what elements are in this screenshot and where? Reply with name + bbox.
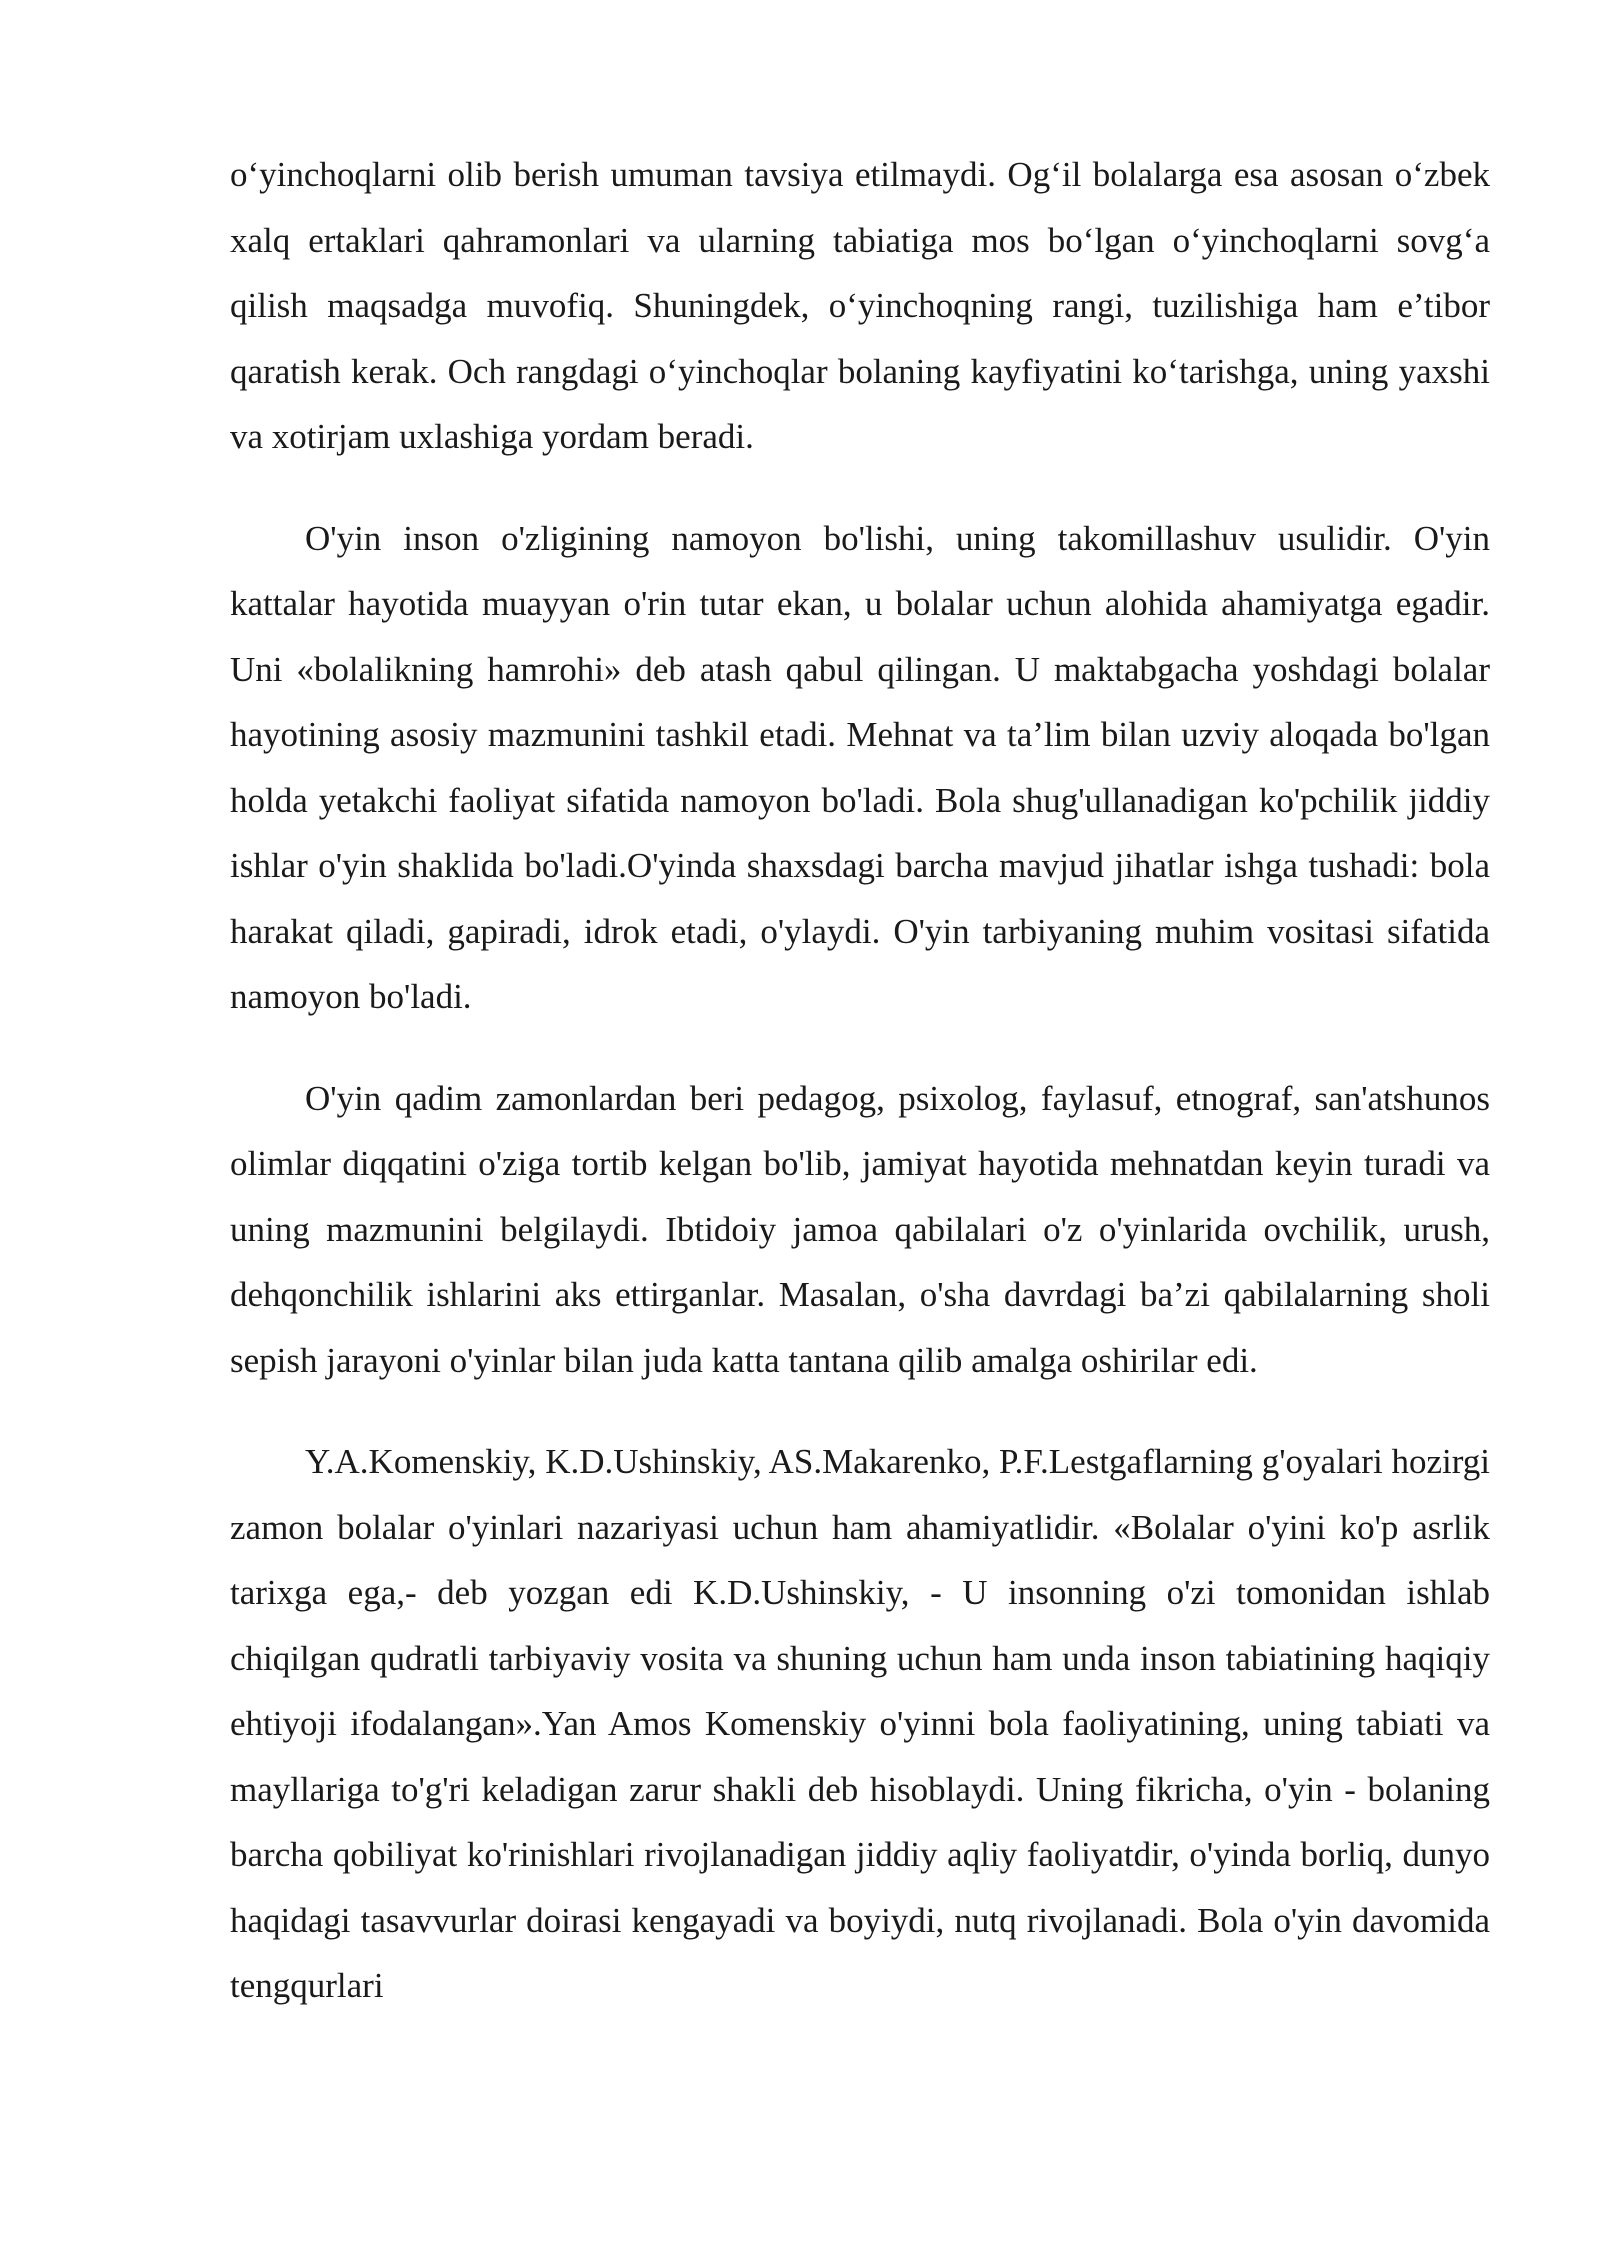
paragraph-game-theorists: Y.A.Komenskiy, K.D.Ushinskiy, AS.Makarenko, P.F.Lestgaflarning g'oyalari hozirgi zamon bolalar o'yinlari nazariyasi uchun ham ahamiyatlidir. «Bolalar o'yini ko'p asrlik tarixga ega,- deb yozgan edi K.D.Ushinskiy, - U insonning o'zi tomonidan ishlab chiqilgan qudratli tarbiyaviy vosita va shuning uchun ham unda inson tabiatining haqiqiy ehtiyoji ifodalangan».Yan Amos Komenskiy o'yinni bola faoliyatining, uning tabiati va mayllariga to'g'ri keladigan zarur shakli deb hisoblaydi. Uning fikricha, o'yin - bolaning barcha qobiliyat ko'rinishlari rivojlanadigan jiddiy aqliy faoliyatdir, o'yinda borliq, dunyo haqidagi tasavvurlar doirasi kengayadi va boyiydi, nutq rivojlanadi. Bola o'yin davomida tengqurlari (230, 1442, 1490, 2005)
paragraph-continuation: o‘yinchoqlarni olib berish umuman tavsiya etilmaydi. Og‘il bolalarga esa asosan o‘zbek xalq ertaklari qahramonlari va ularning tabiatiga mos bo‘lgan o‘yinchoqlarni sovg‘a qilish maqsadga muvofiq. Shuningdek, o‘yinchoqning rangi, tuzilishiga ham e’tibor qaratish kerak. Och rangdagi o‘yinchoqlar bolaning kayfiyatini ko‘tarishga, uning yaxshi va xotirjam uxlashiga yordam beradi. (230, 155, 1490, 456)
paragraph-game-history: O'yin qadim zamonlardan beri pedagog, psixolog, faylasuf, etnograf, san'atshunos olimlar diqqatini o'ziga tortib kelgan bo'lib, jamiyat hayotida mehnatdan keyin turadi va uning mazmunini belgilaydi. Ibtidoiy jamoa qabilalari o'z o'yinlarida ovchilik, urush, dehqonchilik ishlarini aks ettirganlar. Masalan, o'sha davrdagi ba’zi qabilalarning sholi sepish jarayoni o'yinlar bilan juda katta tantana qilib amalga oshirilar edi. (230, 1078, 1490, 1380)
document-body (230, 142, 1490, 2055)
paragraph-game-definition: O'yin inson o'zligining namoyon bo'lishi, uning takomillashuv usulidir. O'yin kattalar hayotida muayyan o'rin tutar ekan, u bolalar uchun alohida ahamiyatga egadir. Uni «bolalikning hamrohi» deb atash qabul qilingan. U maktabgacha yoshdagi bolalar hayotining asosiy mazmunini tashkil etadi. Mehnat va ta’lim bilan uzviy aloqada bo'lgan holda yetakchi faoliyat sifatida namoyon bo'ladi. Bola shug'ullanadigan ko'pchilik jiddiy ishlar o'yin shaklida bo'ladi.O'yinda shaxsdagi barcha mavjud jihatlar ishga tushadi: bola harakat qiladi, gapiradi, idrok etadi, o'ylaydi. O'yin tarbiyaning muhim vositasi sifatida namoyon bo'ladi. (230, 518, 1490, 1016)
